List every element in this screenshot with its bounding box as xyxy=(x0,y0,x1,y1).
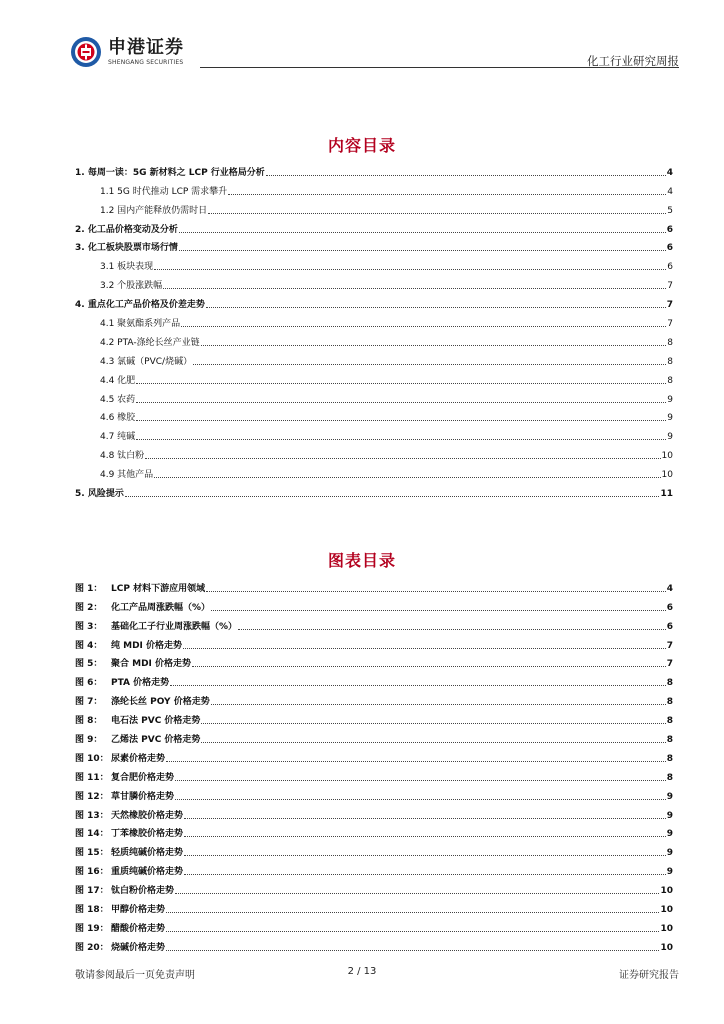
figure-entry[interactable] xyxy=(75,726,673,745)
toc-subsection-entry[interactable] xyxy=(75,386,673,405)
dot-leader xyxy=(228,184,666,195)
figure-entry-page: 9 xyxy=(666,791,673,802)
toc-entry-label: 1.1 5G 时代推动 LCP 需求攀升 xyxy=(100,186,228,197)
toc-entry-label: 1.2 国内产能释放仍需时日 xyxy=(100,205,208,216)
dot-leader xyxy=(184,808,666,819)
toc-title: 内容目录 xyxy=(327,136,396,155)
toc-entry-page: 7 xyxy=(667,281,673,292)
dot-leader xyxy=(136,429,666,440)
toc-entry-label: 3.2 个股涨跌幅 xyxy=(100,281,163,292)
figure-entry-page: 10 xyxy=(660,905,673,916)
toc-entry-label: 2. 化工品价格变动及分析 xyxy=(75,224,178,235)
dot-leader xyxy=(166,751,666,762)
figure-entry-label: 基础化工子行业周涨跌幅（%） xyxy=(111,621,238,632)
dot-leader xyxy=(166,902,659,913)
dot-leader xyxy=(125,486,660,497)
figure-entry-page: 8 xyxy=(666,678,673,689)
toc-entry-label: 4.8 钛白粉 xyxy=(100,451,145,462)
logo-chinese-name: 申港证券 xyxy=(108,36,184,58)
dot-leader xyxy=(211,600,666,611)
figure-entry[interactable] xyxy=(75,915,673,934)
dot-leader xyxy=(266,165,666,176)
dot-leader xyxy=(201,732,665,743)
figure-entry[interactable] xyxy=(75,877,673,896)
figure-entry[interactable] xyxy=(75,651,673,670)
figure-entry-page: 10 xyxy=(660,942,673,953)
toc-entry-page: 4 xyxy=(666,167,673,178)
figures-title: 图表目录 xyxy=(327,551,396,570)
figure-number: 图 17： xyxy=(75,886,109,897)
figure-entry-label: 醋酸价格走势 xyxy=(111,923,166,934)
toc-entry-page: 10 xyxy=(661,470,673,481)
toc-entry-page: 9 xyxy=(667,432,673,443)
figure-number: 图 19： xyxy=(75,923,109,934)
figure-number: 图 8： xyxy=(75,716,103,727)
figure-number: 图 9： xyxy=(75,735,103,746)
figure-entry-label: 电石法 PVC 价格走势 xyxy=(111,716,201,727)
dot-leader xyxy=(238,619,666,630)
toc-subsection-entry[interactable] xyxy=(75,461,673,480)
shengang-logo-icon xyxy=(70,36,102,68)
dot-leader xyxy=(154,259,666,270)
page-header xyxy=(0,0,724,80)
toc-entry-label: 4.6 橡胶 xyxy=(100,413,136,424)
dot-leader xyxy=(154,467,660,478)
toc-entry-label: 4.3 氯碱（PVC/烧碱） xyxy=(100,356,193,367)
dot-leader xyxy=(175,770,666,781)
toc-entry-label: 4.1 聚氨酯系列产品 xyxy=(100,319,181,330)
toc-entry-page: 4 xyxy=(667,186,673,197)
dot-leader xyxy=(193,354,666,365)
dot-leader xyxy=(175,883,659,894)
figure-entry-page: 6 xyxy=(666,602,673,613)
toc-entry-label: 1. 每周一读：5G 新材料之 LCP 行业格局分析 xyxy=(75,167,265,178)
figure-entry[interactable] xyxy=(75,688,673,707)
figure-entry-label: 纯 MDI 价格走势 xyxy=(111,640,183,651)
dot-leader xyxy=(206,297,666,308)
dot-leader xyxy=(166,921,659,932)
figure-entry-page: 9 xyxy=(666,810,673,821)
dot-leader xyxy=(206,581,666,592)
toc-entry-page: 5 xyxy=(667,205,673,216)
dot-leader xyxy=(184,845,666,856)
figure-entry[interactable] xyxy=(75,707,673,726)
figure-list xyxy=(75,575,673,953)
figure-entry[interactable] xyxy=(75,669,673,688)
figure-entry-page: 10 xyxy=(660,886,673,897)
figure-entry-page: 9 xyxy=(666,848,673,859)
toc-entry-page: 11 xyxy=(660,489,673,500)
figure-entry-page: 8 xyxy=(666,772,673,783)
dot-leader xyxy=(208,203,666,214)
figure-number: 图 15： xyxy=(75,848,109,859)
toc-entry-page: 6 xyxy=(666,243,673,254)
dot-leader xyxy=(179,222,666,233)
toc-section-entry[interactable] xyxy=(75,291,673,310)
dot-leader xyxy=(201,335,667,346)
toc-list xyxy=(75,159,673,499)
toc-subsection-entry[interactable] xyxy=(75,310,673,329)
toc-subsection-entry[interactable] xyxy=(75,329,673,348)
company-logo xyxy=(70,35,184,69)
figure-entry[interactable] xyxy=(75,821,673,840)
figure-number: 图 12： xyxy=(75,791,109,802)
figure-entry-page: 9 xyxy=(666,867,673,878)
footer-disclaimer: 敬请参阅最后一页免责声明 xyxy=(75,970,195,981)
figure-entry-label: 甲醇价格走势 xyxy=(111,905,166,916)
toc-section-entry[interactable] xyxy=(75,480,673,499)
figure-entry-label: 重质纯碱价格走势 xyxy=(111,867,184,878)
figure-entry-label: 尿素价格走势 xyxy=(111,753,166,764)
toc-entry-page: 9 xyxy=(667,413,673,424)
figure-number: 图 18： xyxy=(75,905,109,916)
toc-entry-page: 6 xyxy=(666,224,673,235)
figure-entry-label: 烧碱价格走势 xyxy=(111,942,166,953)
figure-entry-label: 复合肥价格走势 xyxy=(111,772,175,783)
dot-leader xyxy=(201,713,665,724)
figure-number: 图 4： xyxy=(75,640,103,651)
figure-entry[interactable] xyxy=(75,575,673,594)
dot-leader xyxy=(183,638,666,649)
figure-number: 图 10： xyxy=(75,753,109,764)
figure-entry-label: 化工产品周涨跌幅（%） xyxy=(111,602,211,613)
toc-subsection-entry[interactable] xyxy=(75,423,673,442)
figure-entry-page: 4 xyxy=(666,583,673,594)
toc-subsection-entry[interactable] xyxy=(75,272,673,291)
figure-entry-label: 乙烯法 PVC 价格走势 xyxy=(111,735,201,746)
dot-leader xyxy=(136,410,666,421)
figure-entry[interactable] xyxy=(75,934,673,953)
figure-entry-page: 7 xyxy=(666,640,673,651)
dot-leader xyxy=(192,656,666,667)
dot-leader xyxy=(184,826,666,837)
figure-entry[interactable] xyxy=(75,802,673,821)
figure-entry[interactable] xyxy=(75,613,673,632)
header-divider xyxy=(200,67,679,68)
figure-entry-page: 8 xyxy=(666,753,673,764)
figure-number: 图 6： xyxy=(75,678,103,689)
figure-entry-page: 6 xyxy=(666,621,673,632)
figure-entry-label: 聚合 MDI 价格走势 xyxy=(111,659,192,670)
toc-subsection-entry[interactable] xyxy=(75,348,673,367)
toc-entry-label: 4.9 其他产品 xyxy=(100,470,154,481)
dot-leader xyxy=(211,694,666,705)
toc-entry-label: 3. 化工板块股票市场行情 xyxy=(75,243,178,254)
toc-entry-page: 9 xyxy=(667,394,673,405)
toc-section-entry[interactable] xyxy=(75,216,673,235)
figure-entry[interactable] xyxy=(75,632,673,651)
figure-entry[interactable] xyxy=(75,839,673,858)
figure-entry[interactable] xyxy=(75,764,673,783)
figure-entry-page: 7 xyxy=(666,659,673,670)
figure-entry-page: 8 xyxy=(666,697,673,708)
toc-entry-page: 8 xyxy=(667,356,673,367)
toc-entry-label: 4. 重点化工产品价格及价差走势 xyxy=(75,300,205,311)
figure-entry[interactable] xyxy=(75,896,673,915)
toc-entry-page: 7 xyxy=(667,319,673,330)
toc-entry-label: 4.7 纯碱 xyxy=(100,432,136,443)
figure-number: 图 11： xyxy=(75,772,109,783)
toc-subsection-entry[interactable] xyxy=(75,405,673,424)
figure-entry-page: 8 xyxy=(666,716,673,727)
figure-number: 图 2： xyxy=(75,602,103,613)
figure-entry-page: 10 xyxy=(660,923,673,934)
toc-entry-label: 4.2 PTA-涤纶长丝产业链 xyxy=(100,337,200,348)
toc-subsection-entry[interactable] xyxy=(75,197,673,216)
logo-english-name: SHENGANG SECURITIES xyxy=(108,58,184,66)
dot-leader xyxy=(181,316,666,327)
figure-number: 图 14： xyxy=(75,829,109,840)
dot-leader xyxy=(145,448,660,459)
figure-entry-label: LCP 材料下游应用领域 xyxy=(111,583,206,594)
figure-entry[interactable] xyxy=(75,594,673,613)
figure-number: 图 1： xyxy=(75,583,103,594)
figure-entry-label: 草甘膦价格走势 xyxy=(111,791,175,802)
toc-entry-page: 6 xyxy=(667,262,673,273)
figure-entry-label: 天然橡胶价格走势 xyxy=(111,810,184,821)
toc-subsection-entry[interactable] xyxy=(75,367,673,386)
dot-leader xyxy=(163,278,666,289)
toc-subsection-entry[interactable] xyxy=(75,253,673,272)
figure-entry-page: 9 xyxy=(666,829,673,840)
figure-entry-label: 钛白粉价格走势 xyxy=(111,886,175,897)
figure-number: 图 20： xyxy=(75,942,109,953)
toc-subsection-entry[interactable] xyxy=(75,178,673,197)
dot-leader xyxy=(175,789,666,800)
report-type-label: 化工行业研究周报 xyxy=(587,54,679,68)
toc-section-entry[interactable] xyxy=(75,235,673,254)
page-indicator: 2 / 13 xyxy=(347,966,377,977)
dot-leader xyxy=(184,864,666,875)
toc-entry-label: 3.1 板块表现 xyxy=(100,262,154,273)
toc-entry-label: 4.5 农药 xyxy=(100,394,136,405)
dot-leader xyxy=(179,240,666,251)
figure-entry[interactable] xyxy=(75,745,673,764)
figure-number: 图 5： xyxy=(75,659,103,670)
toc-section-entry[interactable] xyxy=(75,159,673,178)
footer-doc-type: 证券研究报告 xyxy=(619,970,679,981)
figure-entry[interactable] xyxy=(75,858,673,877)
toc-entry-page: 10 xyxy=(661,451,673,462)
figure-entry-label: 轻质纯碱价格走势 xyxy=(111,848,184,859)
dot-leader xyxy=(136,392,666,403)
toc-entry-label: 5. 风险提示 xyxy=(75,489,124,500)
figure-number: 图 3： xyxy=(75,621,103,632)
figure-entry-label: 涤纶长丝 POY 价格走势 xyxy=(111,697,210,708)
toc-subsection-entry[interactable] xyxy=(75,442,673,461)
dot-leader xyxy=(170,675,666,686)
figure-entry-page: 8 xyxy=(666,735,673,746)
figure-number: 图 16： xyxy=(75,867,109,878)
toc-entry-page: 8 xyxy=(667,375,673,386)
figure-number: 图 7： xyxy=(75,697,103,708)
toc-entry-label: 4.4 化肥 xyxy=(100,375,136,386)
dot-leader xyxy=(166,940,659,951)
toc-entry-page: 7 xyxy=(666,300,673,311)
toc-entry-page: 8 xyxy=(667,337,673,348)
figure-entry-label: 丁苯橡胶价格走势 xyxy=(111,829,184,840)
figure-number: 图 13： xyxy=(75,810,109,821)
dot-leader xyxy=(136,373,666,384)
figure-entry[interactable] xyxy=(75,783,673,802)
figure-entry-label: PTA 价格走势 xyxy=(111,678,170,689)
